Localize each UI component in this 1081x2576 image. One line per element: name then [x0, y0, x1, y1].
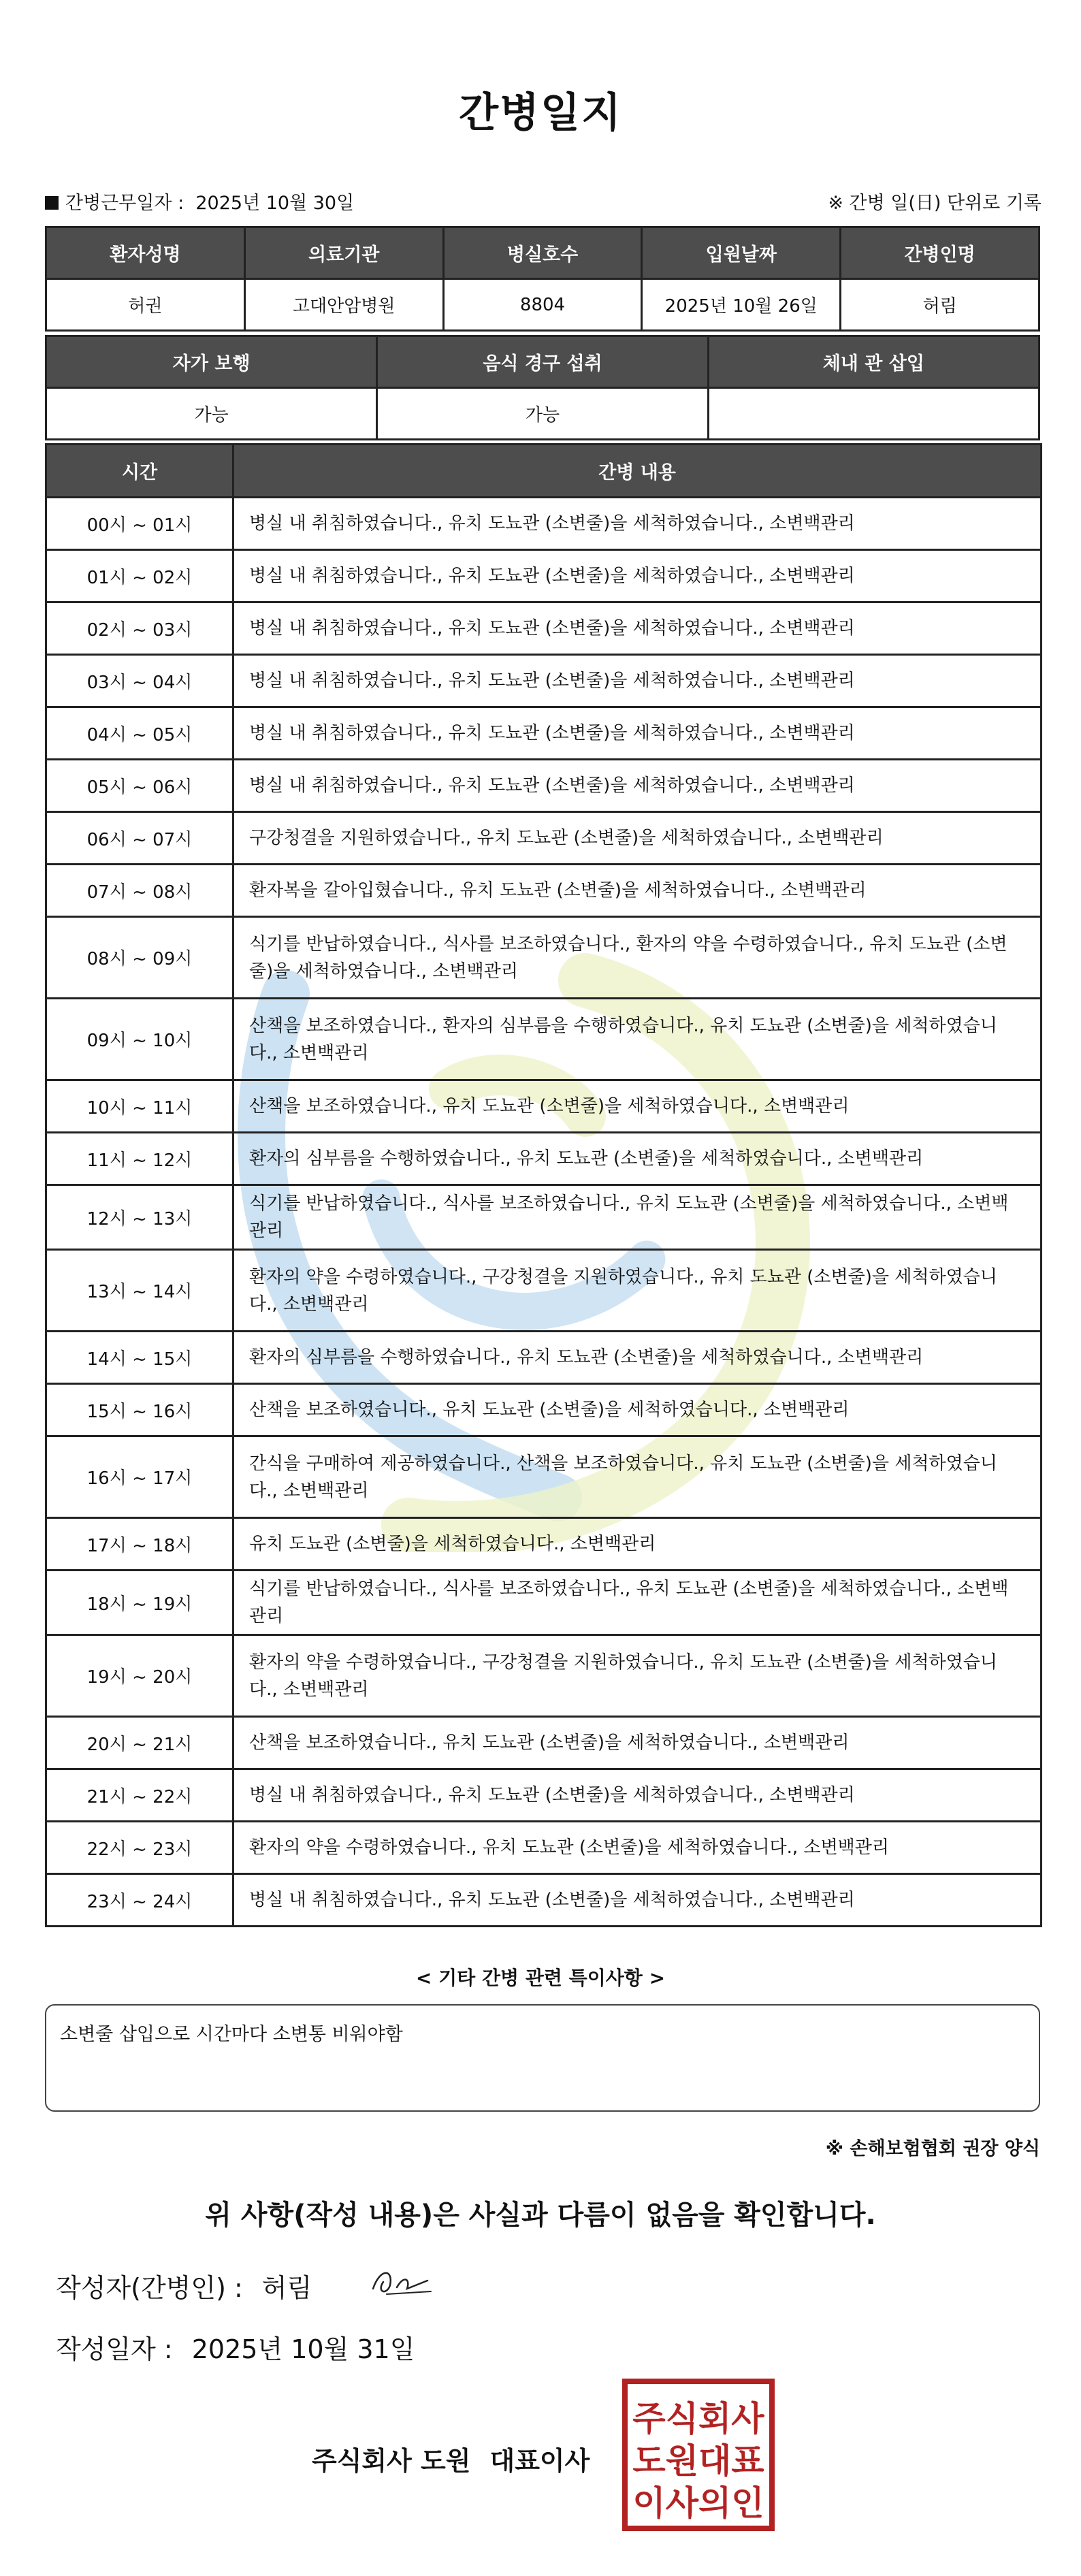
care-content-cell: 병실 내 취침하였습니다., 유치 도뇨관 (소변줄)을 세척하였습니다., 소변백관리: [233, 655, 1042, 707]
care-time-cell: 06시 ~ 07시: [46, 812, 233, 865]
work-date-row: [45, 188, 1042, 215]
care-content-cell: 병실 내 취침하였습니다., 유치 도뇨관 (소변줄)을 세척하였습니다., 소변백관리: [233, 602, 1042, 655]
care-content-cell: 병실 내 취침하였습니다., 유치 도뇨관 (소변줄)을 세척하였습니다., 소변백관리: [233, 550, 1042, 602]
header-time: 시간: [46, 445, 233, 498]
signature-mark: [366, 2261, 434, 2302]
care-time-cell: 14시 ~ 15시: [46, 1332, 233, 1384]
header-oral-intake: 음식 경구 섭취: [377, 336, 708, 388]
work-date-field: 간병근무일자 : 2025년 10월 30일: [45, 188, 354, 214]
seal-line-2: 도원대표: [632, 2441, 764, 2481]
table-row: [46, 1571, 1042, 1635]
status-value-row: [46, 388, 1039, 440]
unit-note: ※ 간병 일(日) 단위로 기록: [828, 193, 1042, 214]
care-content-cell: 병실 내 취침하였습니다., 유치 도뇨관 (소변줄)을 세척하였습니다., 소변백관리: [233, 1769, 1042, 1822]
table-row: [46, 1635, 1042, 1717]
work-date-label: 간병근무일자: [65, 193, 172, 214]
header-patient-name: 환자성명: [46, 227, 245, 279]
care-log-table: [45, 443, 1042, 1927]
care-time-cell: 03시 ~ 04시: [46, 655, 233, 707]
value-self-walking: 가능: [46, 388, 377, 440]
care-time-cell: 13시 ~ 14시: [46, 1250, 233, 1332]
care-content-cell: 환자의 약을 수령하였습니다., 구강청결을 지원하였습니다., 유치 도뇨관 (소변줄)을 세척하였습니다., 소변백관리: [233, 1635, 1042, 1717]
table-row: [46, 498, 1042, 550]
care-time-cell: 09시 ~ 10시: [46, 999, 233, 1080]
table-row: [46, 760, 1042, 812]
table-row: [46, 1769, 1042, 1822]
care-content-cell: 환자의 심부름을 수행하였습니다., 유치 도뇨관 (소변줄)을 세척하였습니다., 소변백관리: [233, 1133, 1042, 1185]
patient-status-table: [45, 335, 1040, 440]
care-time-cell: 12시 ~ 13시: [46, 1185, 233, 1250]
care-content-cell: 산책을 보조하였습니다., 유치 도뇨관 (소변줄)을 세척하였습니다., 소변백관리: [233, 1080, 1042, 1133]
notes-text: 소변줄 삽입으로 시간마다 소변통 비워야함: [60, 2024, 403, 2045]
value-caregiver-name: 허림: [841, 279, 1039, 331]
care-log-body: [46, 498, 1042, 1927]
page-title: 간병일지: [459, 89, 622, 137]
company-seal: [621, 2377, 776, 2532]
table-row: [46, 1332, 1042, 1384]
table-row: [46, 602, 1042, 655]
care-time-cell: 22시 ~ 23시: [46, 1822, 233, 1874]
table-row: [46, 1518, 1042, 1571]
header-self-walking: 자가 보행: [46, 336, 377, 388]
table-row: [46, 1185, 1042, 1250]
writer-name: 허림: [261, 2273, 312, 2303]
care-content-cell: 산책을 보조하였습니다., 환자의 심부름을 수행하였습니다., 유치 도뇨관 (소변줄)을 세척하였습니다., 소변백관리: [233, 999, 1042, 1080]
table-row: [46, 1080, 1042, 1133]
company-rep: 대표이사: [489, 2446, 590, 2476]
care-content-cell: 산책을 보조하였습니다., 유치 도뇨관 (소변줄)을 세척하였습니다., 소변백관리: [233, 1717, 1042, 1769]
care-time-cell: 23시 ~ 24시: [46, 1874, 233, 1927]
header-admission-date: 입원날짜: [642, 227, 841, 279]
seal-line-3: 이사의인: [632, 2483, 764, 2523]
status-header-row: [46, 336, 1039, 388]
header-hospital: 의료기관: [244, 227, 443, 279]
care-content-cell: 구강청결을 지원하였습니다., 유치 도뇨관 (소변줄)을 세척하였습니다., 소변백관리: [233, 812, 1042, 865]
patient-info-header-row: [46, 227, 1039, 279]
table-row: [46, 550, 1042, 602]
care-time-cell: 08시 ~ 09시: [46, 917, 233, 999]
patient-info-table: [45, 226, 1040, 332]
care-time-cell: 16시 ~ 17시: [46, 1436, 233, 1518]
value-hospital: 고대안암병원: [244, 279, 443, 331]
table-row: [46, 917, 1042, 999]
table-row: [46, 1384, 1042, 1436]
care-time-cell: 04시 ~ 05시: [46, 707, 233, 760]
company-line: [312, 2440, 590, 2477]
seal-line-1: 주식회사: [632, 2399, 764, 2438]
table-row: [46, 999, 1042, 1080]
care-time-cell: 19시 ~ 20시: [46, 1635, 233, 1717]
confirm-statement: 위 사항(작성 내용)은 사실과 다름이 없음을 확인합니다.: [205, 2200, 876, 2231]
table-row: [46, 1822, 1042, 1874]
value-patient-name: 허권: [46, 279, 245, 331]
work-date-value: 2025년 10월 30일: [195, 193, 355, 214]
care-time-cell: 05시 ~ 06시: [46, 760, 233, 812]
patient-info-value-row: [46, 279, 1039, 331]
care-content-cell: 식기를 반납하였습니다., 식사를 보조하였습니다., 유치 도뇨관 (소변줄)을 세척하였습니다., 소변백관리: [233, 1571, 1042, 1635]
table-row: [46, 812, 1042, 865]
care-time-cell: 21시 ~ 22시: [46, 1769, 233, 1822]
care-time-cell: 15시 ~ 16시: [46, 1384, 233, 1436]
notes-heading: < 기타 간병 관련 특이사항 >: [415, 1967, 666, 1989]
care-content-cell: 환자의 심부름을 수행하였습니다., 유치 도뇨관 (소변줄)을 세척하였습니다., 소변백관리: [233, 1332, 1042, 1384]
care-content-cell: 산책을 보조하였습니다., 유치 도뇨관 (소변줄)을 세척하였습니다., 소변백관리: [233, 1384, 1042, 1436]
table-row: [46, 1133, 1042, 1185]
care-content-cell: 환자의 약을 수령하였습니다., 구강청결을 지원하였습니다., 유치 도뇨관 (소변줄)을 세척하였습니다., 소변백관리: [233, 1250, 1042, 1332]
care-log-header-row: [46, 445, 1042, 498]
header-room: 병실호수: [443, 227, 642, 279]
table-row: [46, 1250, 1042, 1332]
care-content-cell: 식기를 반납하였습니다., 식사를 보조하였습니다., 환자의 약을 수령하였습니다., 유치 도뇨관 (소변줄)을 세척하였습니다., 소변백관리: [233, 917, 1042, 999]
table-row: [46, 1436, 1042, 1518]
care-time-cell: 01시 ~ 02시: [46, 550, 233, 602]
care-time-cell: 10시 ~ 11시: [46, 1080, 233, 1133]
recommend-note: ※ 손해보험협회 권장 양식: [825, 2138, 1040, 2159]
value-room: 8804: [443, 279, 642, 331]
care-content-cell: 병실 내 취침하였습니다., 유치 도뇨관 (소변줄)을 세척하였습니다., 소변백관리: [233, 707, 1042, 760]
care-content-cell: 간식을 구매하여 제공하였습니다., 산책을 보조하였습니다., 유치 도뇨관 (소변줄)을 세척하였습니다., 소변백관리: [233, 1436, 1042, 1518]
care-time-cell: 11시 ~ 12시: [46, 1133, 233, 1185]
table-row: [46, 707, 1042, 760]
square-bullet-icon: [45, 196, 59, 210]
written-date-value: 2025년 10월 31일: [191, 2334, 415, 2364]
writer-label: 작성자(간병인) :: [56, 2273, 243, 2303]
writer-line: [56, 2267, 312, 2304]
notes-box: [45, 2004, 1040, 2112]
care-time-cell: 17시 ~ 18시: [46, 1518, 233, 1571]
header-caregiver-name: 간병인명: [841, 227, 1039, 279]
header-care-content: 간병 내용: [233, 445, 1042, 498]
table-row: [46, 1874, 1042, 1927]
care-time-cell: 07시 ~ 08시: [46, 865, 233, 917]
care-content-cell: 유치 도뇨관 (소변줄)을 세척하였습니다., 소변백관리: [233, 1518, 1042, 1571]
table-row: [46, 865, 1042, 917]
care-content-cell: 환자복을 갈아입혔습니다., 유치 도뇨관 (소변줄)을 세척하였습니다., 소변백관리: [233, 865, 1042, 917]
care-time-cell: 02시 ~ 03시: [46, 602, 233, 655]
care-content-cell: 환자의 약을 수령하였습니다., 유치 도뇨관 (소변줄)을 세척하였습니다., 소변백관리: [233, 1822, 1042, 1874]
header-tube-insertion: 체내 관 삽입: [708, 336, 1039, 388]
value-tube-insertion: [708, 388, 1039, 440]
value-admission-date: 2025년 10월 26일: [642, 279, 841, 331]
care-content-cell: 병실 내 취침하였습니다., 유치 도뇨관 (소변줄)을 세척하였습니다., 소변백관리: [233, 1874, 1042, 1927]
table-row: [46, 655, 1042, 707]
company-name: 주식회사 도원: [312, 2446, 471, 2476]
care-time-cell: 20시 ~ 21시: [46, 1717, 233, 1769]
written-date-line: [56, 2328, 415, 2366]
value-oral-intake: 가능: [377, 388, 708, 440]
care-content-cell: 식기를 반납하였습니다., 식사를 보조하였습니다., 유치 도뇨관 (소변줄)을 세척하였습니다., 소변백관리: [233, 1185, 1042, 1250]
care-time-cell: 00시 ~ 01시: [46, 498, 233, 550]
written-date-label: 작성일자 :: [56, 2334, 173, 2364]
care-time-cell: 18시 ~ 19시: [46, 1571, 233, 1635]
care-content-cell: 병실 내 취침하였습니다., 유치 도뇨관 (소변줄)을 세척하였습니다., 소변백관리: [233, 498, 1042, 550]
care-content-cell: 병실 내 취침하였습니다., 유치 도뇨관 (소변줄)을 세척하였습니다., 소변백관리: [233, 760, 1042, 812]
table-row: [46, 1717, 1042, 1769]
